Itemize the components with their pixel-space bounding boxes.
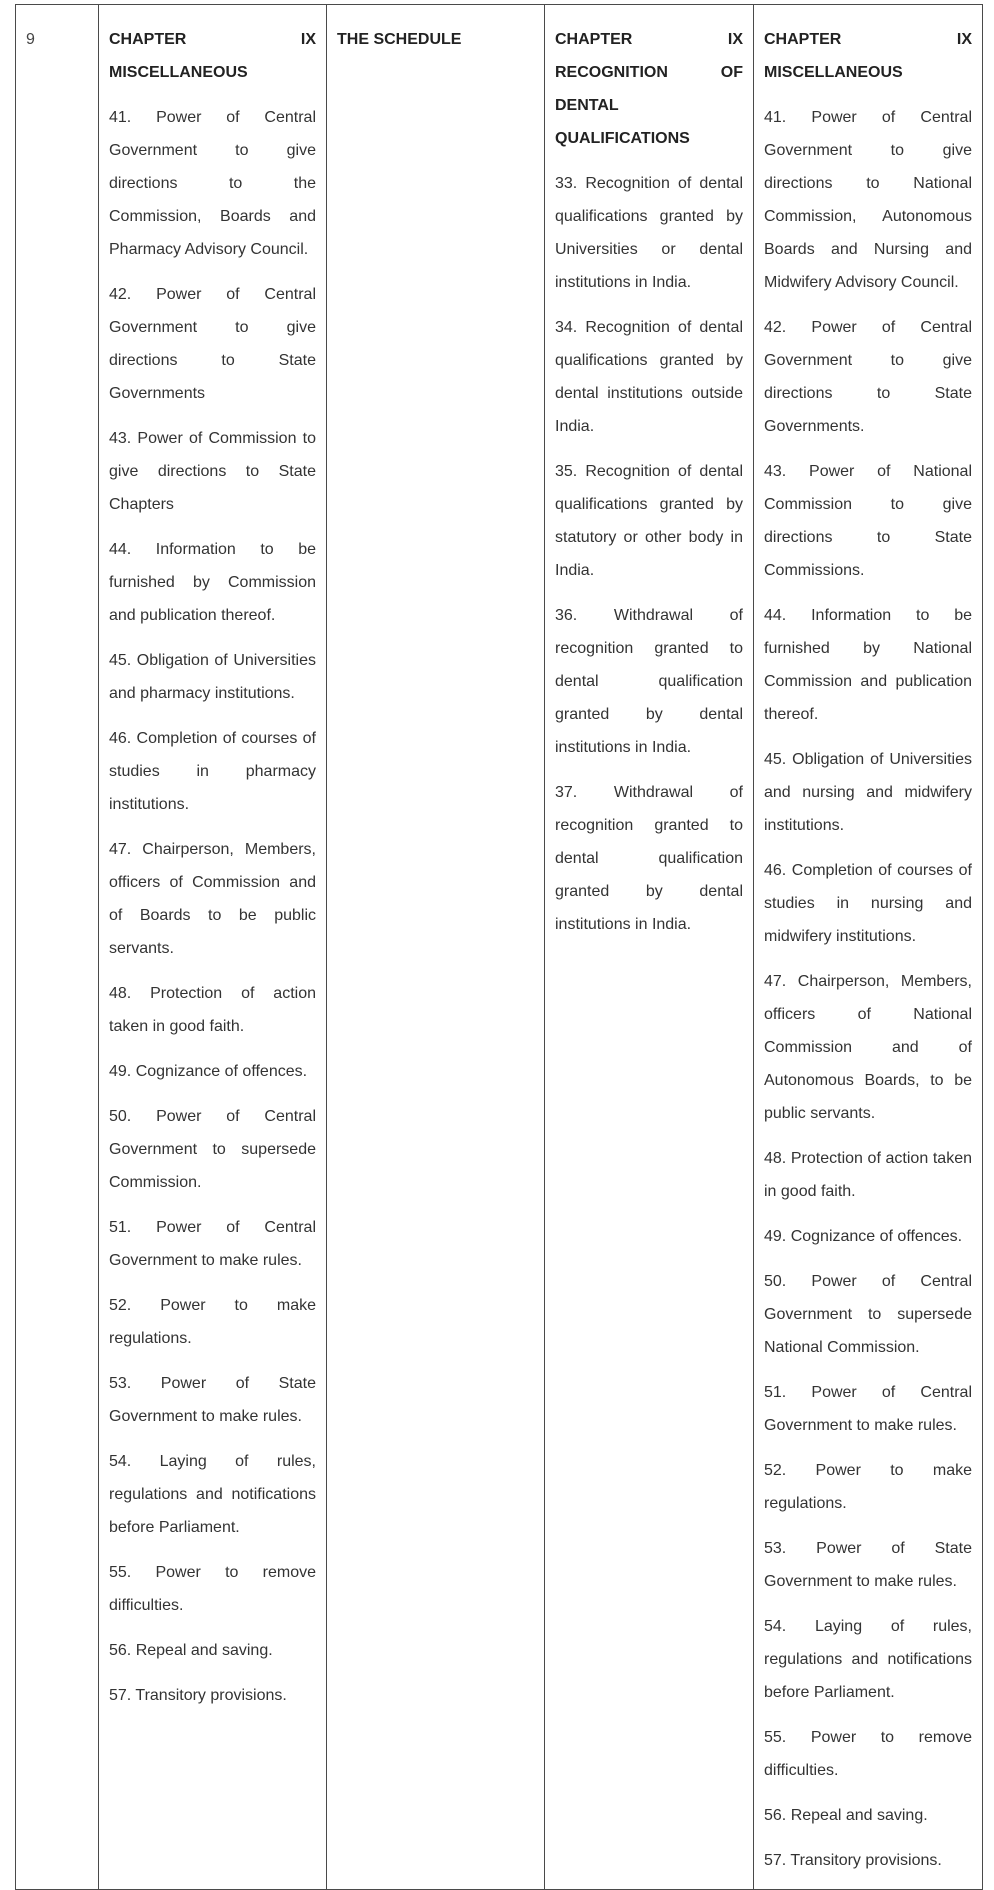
section-item: 36. Withdrawal of recognition granted to dental qualification granted by dental institutions in India. (555, 607, 743, 756)
section-item: 49. Cognizance of offences. (764, 1228, 963, 1245)
section-item: 50. Power of Central Government to supersede Commission. (109, 1108, 316, 1191)
section-item: 45. Obligation of Universities and nursing and midwifery institutions. (764, 751, 972, 834)
dental-chapter-heading: CHAPTER IX RECOGNITION OF DENTAL QUALIFICATIONS (555, 31, 743, 147)
nursing-chapter-content (754, 5, 982, 1877)
comparison-table (15, 4, 983, 1890)
section-item: 44. Information to be furnished by National Commission and publication thereof. (764, 607, 972, 723)
section-item: 47. Chairperson, Members, officers of National Commission and of Autonomous Boards, to be public servants. (764, 973, 972, 1122)
section-item: 56. Repeal and saving. (109, 1642, 273, 1659)
section-item: 57. Transitory provisions. (764, 1852, 942, 1869)
section-item: 43. Power of Commission to give directions to State Chapters (109, 430, 316, 513)
section-item: 56. Repeal and saving. (764, 1807, 928, 1824)
section-item: 50. Power of Central Government to supersede National Commission. (764, 1273, 972, 1356)
pharmacy-chapter-cell (99, 5, 327, 1890)
section-item: 41. Power of Central Government to give directions to National Commission, Autonomous Boards and Nursing and Midwifery Advisory Council. (764, 109, 972, 291)
pharmacy-chapter-heading: CHAPTER IX MISCELLANEOUS (109, 31, 316, 81)
section-item: 55. Power to remove difficulties. (109, 1564, 316, 1614)
dental-chapter-cell (545, 5, 754, 1890)
section-item: 53. Power of State Government to make rules. (764, 1540, 972, 1590)
pharmacy-chapter-content (99, 5, 326, 1712)
nursing-section-list (764, 101, 972, 1877)
section-item: 47. Chairperson, Members, officers of Commission and of Boards to be public servants. (109, 841, 316, 957)
section-item: 37. Withdrawal of recognition granted to dental qualification granted by dental institutions in India. (555, 784, 743, 933)
nursing-chapter-cell (754, 5, 983, 1890)
section-item: 48. Protection of action taken in good faith. (109, 985, 316, 1035)
section-item: 52. Power to make regulations. (109, 1297, 316, 1347)
schedule-content (327, 5, 544, 56)
section-item: 51. Power of Central Government to make rules. (764, 1384, 972, 1434)
nursing-chapter-heading: CHAPTER IX MISCELLANEOUS (764, 31, 972, 81)
section-item: 33. Recognition of dental qualifications granted by Universities or dental institutions in India. (555, 175, 743, 291)
section-item: 45. Obligation of Universities and pharmacy institutions. (109, 652, 316, 702)
section-item: 51. Power of Central Government to make rules. (109, 1219, 316, 1269)
schedule-heading: THE SCHEDULE (337, 31, 462, 48)
pharmacy-section-list (109, 101, 316, 1712)
section-item: 46. Completion of courses of studies in nursing and midwifery institutions. (764, 862, 972, 945)
section-item: 48. Protection of action taken in good faith. (764, 1150, 972, 1200)
section-item: 54. Laying of rules, regulations and notifications before Parliament. (764, 1618, 972, 1701)
section-item: 44. Information to be furnished by Commission and publication thereof. (109, 541, 316, 624)
section-item: 42. Power of Central Government to give directions to State Governments (109, 286, 316, 402)
section-item: 53. Power of State Government to make rules. (109, 1375, 316, 1425)
serial-number: 9 (26, 31, 35, 48)
section-item: 54. Laying of rules, regulations and notifications before Parliament. (109, 1453, 316, 1536)
section-item: 42. Power of Central Government to give directions to State Governments. (764, 319, 972, 435)
section-item: 57. Transitory provisions. (109, 1687, 287, 1704)
table-row (16, 5, 983, 1890)
section-item: 55. Power to remove difficulties. (764, 1729, 972, 1779)
dental-chapter-content (545, 5, 753, 941)
section-item: 35. Recognition of dental qualifications granted by statutory or other body in India. (555, 463, 743, 579)
serial-number-cell (16, 5, 99, 1890)
section-item: 41. Power of Central Government to give directions to the Commission, Boards and Pharmacy Advisory Council. (109, 109, 316, 258)
dental-section-list (555, 167, 743, 941)
section-item: 52. Power to make regulations. (764, 1462, 972, 1512)
section-item: 34. Recognition of dental qualifications granted by dental institutions outside India. (555, 319, 743, 435)
section-item: 43. Power of National Commission to give directions to State Commissions. (764, 463, 972, 579)
section-item: 49. Cognizance of offences. (109, 1063, 308, 1080)
schedule-cell (327, 5, 545, 1890)
section-item: 46. Completion of courses of studies in pharmacy institutions. (109, 730, 316, 813)
